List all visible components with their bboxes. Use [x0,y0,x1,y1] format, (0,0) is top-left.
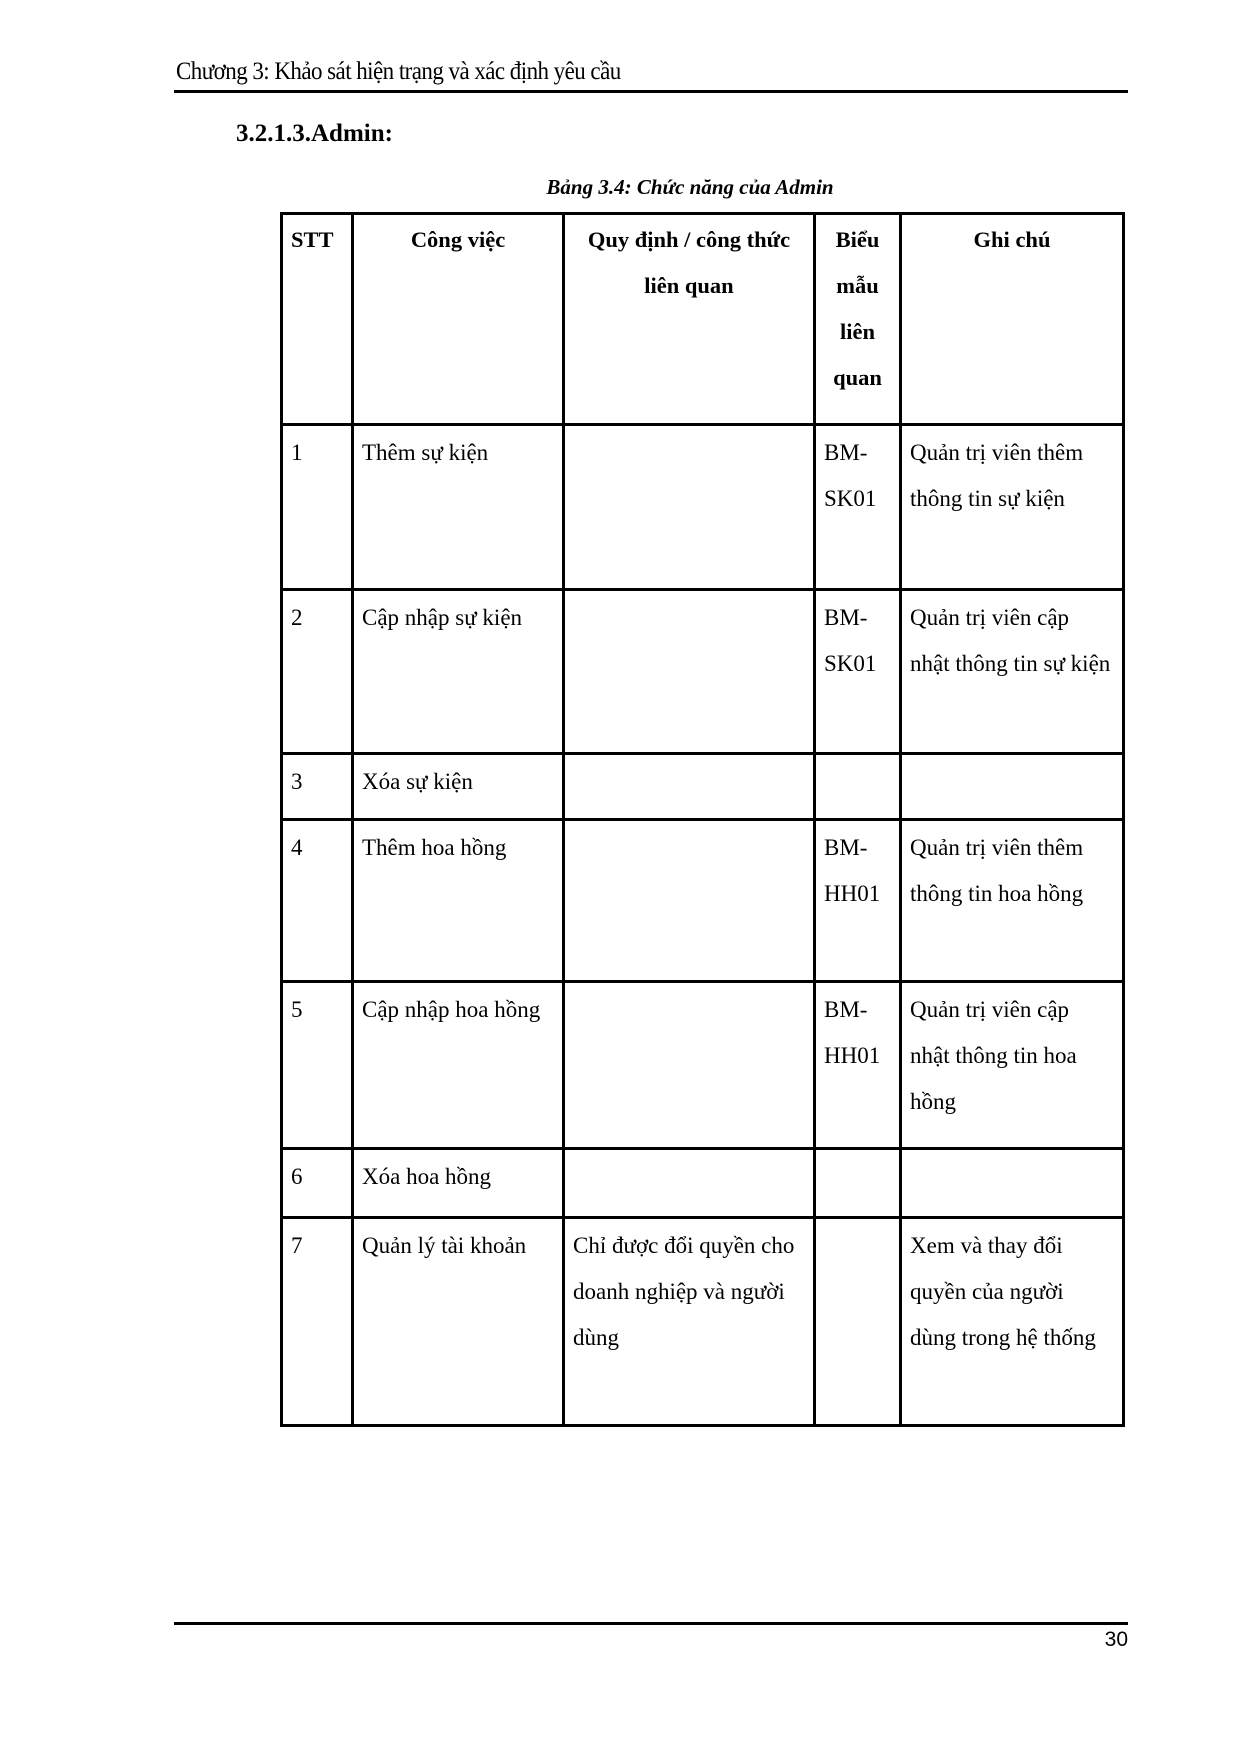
cell-task: Cập nhập sự kiện [353,590,564,754]
cell-note: Quản trị viên cập nhật thông tin hoa hồng [901,982,1124,1149]
cell-rule [564,1149,815,1218]
cell-stt: 6 [282,1149,353,1218]
cell-note: Quản trị viên thêm thông tin sự kiện [901,425,1124,590]
cell-stt: 5 [282,982,353,1149]
table-caption: Bảng 3.4: Chức năng của Admin [546,175,834,199]
cell-form: BM-HH01 [815,820,901,982]
running-header: Chương 3: Khảo sát hiện trạng và xác định yêu cầu [176,58,621,85]
cell-rule [564,425,815,590]
cell-task: Xóa sự kiện [353,754,564,820]
table-row [282,425,1124,590]
table-row [282,590,1124,754]
cell-rule [564,754,815,820]
cell-rule [564,590,815,754]
table-row [282,754,1124,820]
cell-stt: 4 [282,820,353,982]
table-row [282,820,1124,982]
cell-note: Quản trị viên thêm thông tin hoa hồng [901,820,1124,982]
cell-stt: 7 [282,1218,353,1426]
cell-task: Thêm sự kiện [353,425,564,590]
header-rule [174,90,1128,93]
cell-form: BM-SK01 [815,425,901,590]
cell-form [815,754,901,820]
cell-task: Quản lý tài khoản [353,1218,564,1426]
table-header-row [282,214,1124,425]
cell-stt: 1 [282,425,353,590]
section-heading: 3.2.1.3.Admin: [236,120,393,147]
cell-note [901,754,1124,820]
header-rule: Quy định / công thức liên quan [564,214,815,425]
footer-rule [174,1622,1128,1625]
cell-form [815,1149,901,1218]
header-stt: STT [282,214,353,425]
cell-rule: Chỉ được đổi quyền cho doanh nghiệp và người dùng [564,1218,815,1426]
header-note: Ghi chú [901,214,1124,425]
header-form: Biểu mẫu liên quan [815,214,901,425]
cell-note: Xem và thay đổi quyền của người dùng trong hệ thống [901,1218,1124,1426]
admin-functions-table [280,212,1125,1427]
cell-note: Quản trị viên cập nhật thông tin sự kiện [901,590,1124,754]
cell-rule [564,820,815,982]
cell-form: BM-HH01 [815,982,901,1149]
cell-form: BM-SK01 [815,590,901,754]
cell-form [815,1218,901,1426]
table-row [282,1218,1124,1426]
cell-note [901,1149,1124,1218]
cell-task: Xóa hoa hồng [353,1149,564,1218]
cell-rule [564,982,815,1149]
cell-task: Cập nhập hoa hồng [353,982,564,1149]
header-task: Công việc [353,214,564,425]
cell-stt: 3 [282,754,353,820]
table-row [282,1149,1124,1218]
table-row [282,982,1124,1149]
cell-task: Thêm hoa hồng [353,820,564,982]
page-number: 30 [1104,1628,1128,1651]
cell-stt: 2 [282,590,353,754]
